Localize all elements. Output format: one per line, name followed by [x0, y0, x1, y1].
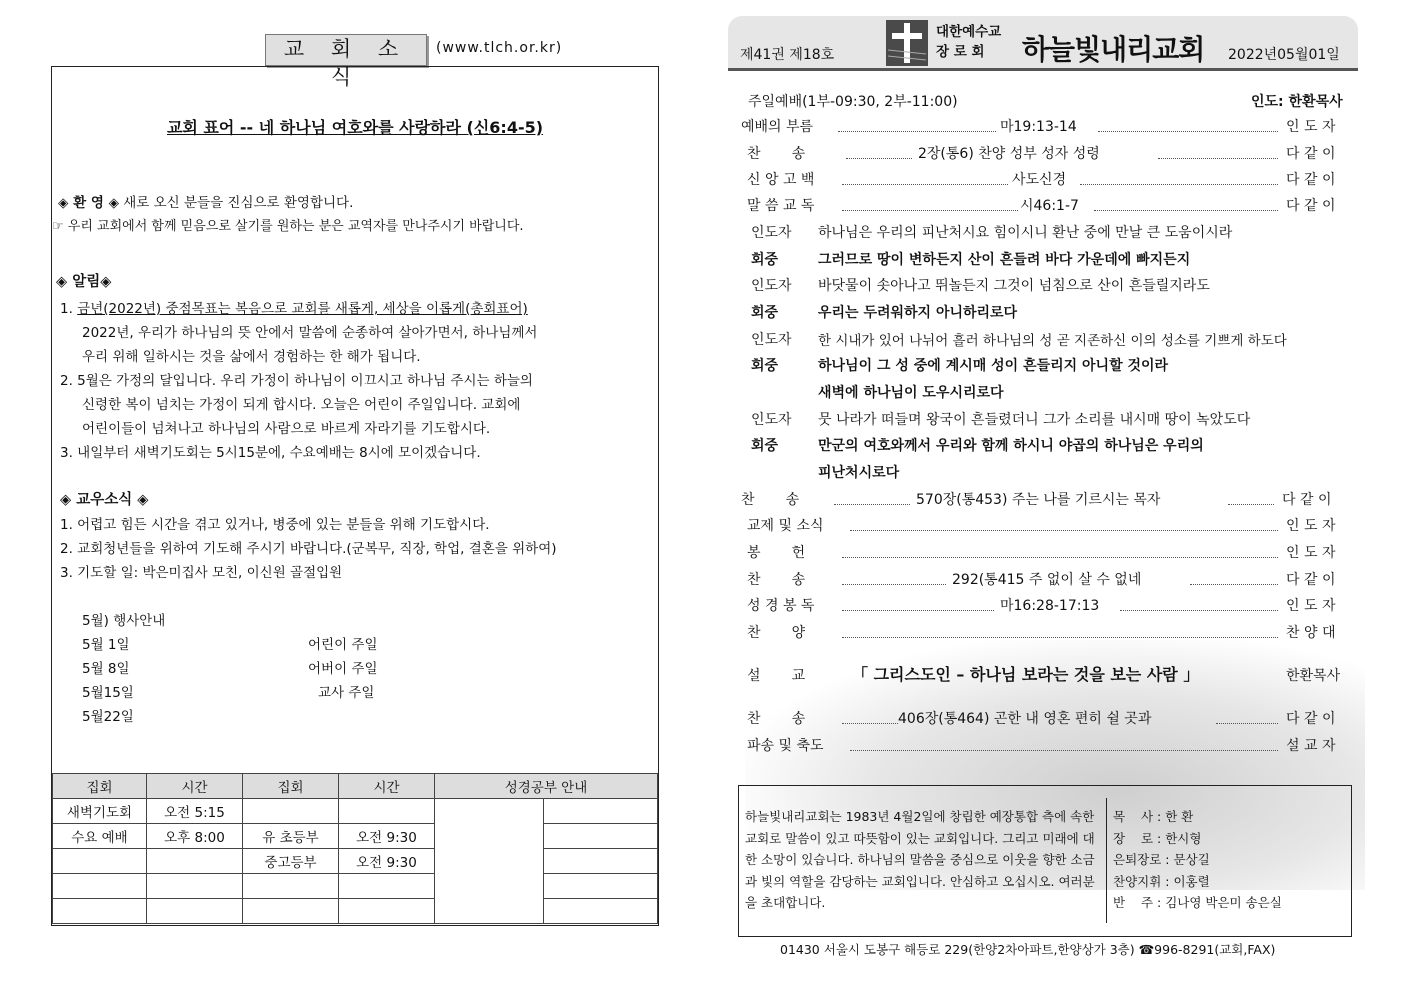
order-item: 설 교: [747, 668, 806, 684]
order-item: 찬 송: [747, 146, 806, 162]
leader-dots: [842, 557, 1278, 558]
order-item: 찬 송: [747, 711, 806, 727]
event-date: 5월 1일: [82, 637, 130, 653]
order-who: 한환목사: [1286, 668, 1341, 684]
leader-dots: [842, 184, 1008, 185]
order-item: 예배의 부름: [741, 119, 814, 135]
leader-dots: [842, 610, 994, 611]
table-cell: 중고등부: [243, 849, 339, 874]
event-date: 5월22일: [82, 709, 134, 725]
church-intro: 하늘빛내리교회는 1983년 4월2일에 창립한 예장통합 측에 속한 교회로 말씀이 있고 따뜻함이 있는 교회입니다. 그리고 미래에 대한 소망이 있습니다. 하나님의 말씀을 중심으로 이웃을 향한 소금과 빛의 역할을 감당하는 교회입니다. 안심하고 오십시오. 여러분을 초대합니다.: [745, 809, 1095, 910]
reading-text: 한 시내가 있어 나뉘어 흘러 하나님의 성 곧 지존하신 이의 성소를 기쁘게 하도다: [818, 333, 1287, 349]
event-name: 어버이 주일: [308, 661, 378, 677]
table-cell: [339, 799, 435, 824]
order-center: 406장(통464) 곤한 내 영혼 편히 쉴 곳과: [898, 711, 1152, 727]
order-item: 교제 및 소식: [747, 518, 824, 534]
order-who: 인 도 자: [1286, 119, 1336, 135]
church-address: 01430 서울시 도봉구 해등로 229(한양2차아파트,한양상가 3층) ☎996-8291(교회,FAX): [780, 942, 1276, 957]
table-header: 집회: [243, 774, 339, 799]
order-center: 마19:13-14: [1000, 119, 1077, 135]
reading-text: 우리는 두려워하지 아니하리로다: [818, 305, 1018, 321]
welcome-note: ☞ 우리 교회에서 함께 믿음으로 살기를 원하는 분은 교역자를 만나주시기 바랍니다.: [52, 219, 524, 234]
reading-role: 인도자: [751, 278, 792, 294]
notice-item: 신령한 복이 넘치는 가정이 되게 합시다. 오늘은 어린이 주일입니다. 교회에: [82, 397, 521, 413]
reading-text: 피난처시로다: [818, 465, 900, 481]
leader-dots: [1190, 584, 1278, 585]
order-who: 인 도 자: [1286, 518, 1336, 534]
pastoral-heading: ◈ 교우소식 ◈: [60, 492, 149, 508]
order-item: 신 앙 고 백: [747, 172, 815, 188]
reading-role: 회중: [751, 252, 779, 268]
table-row: [53, 824, 658, 849]
event-name: 교사 주일: [318, 685, 375, 701]
event-date: 5월 8일: [82, 661, 130, 677]
leader-dots: [842, 210, 1018, 211]
bulletin-date: 2022년05월01일: [1228, 47, 1340, 63]
notice-heading: ◈ 알림◈: [56, 274, 112, 290]
order-who: 다 같 이: [1286, 572, 1336, 588]
cross-logo-icon: [886, 20, 928, 66]
table-cell: [544, 824, 658, 849]
table-cell: [243, 899, 339, 924]
table-cell: [147, 849, 243, 874]
divider: [1106, 798, 1107, 923]
reading-role: 인도자: [751, 332, 792, 348]
notice-item: 1. 금년(2022년) 중점목표는 복음으로 교회를 새롭게, 세상을 이롭게(총회표어): [60, 301, 528, 317]
order-item: 파송 및 축도: [747, 738, 824, 754]
reading-role: 회중: [751, 305, 779, 321]
table-cell: [243, 874, 339, 899]
order-item: 찬 양: [747, 625, 806, 641]
table-cell: 수요 예배: [53, 824, 147, 849]
notice-item: 3. 내일부터 새벽기도회는 5시15분에, 수요예배는 8시에 모이겠습니다.: [60, 445, 481, 461]
leader-dots: [1228, 504, 1274, 505]
table-cell: [339, 874, 435, 899]
table-cell: [147, 874, 243, 899]
reading-text: 하나님이 그 성 중에 계시매 성이 흔들리지 아니할 것이라: [818, 358, 1169, 374]
church-name: 하늘빛내리교회: [1022, 33, 1205, 66]
table-header: 집회: [53, 774, 147, 799]
reading-role: 회중: [751, 358, 779, 374]
volume-number: 제41권 제18호: [740, 47, 835, 63]
order-center: 마16:28-17:13: [1000, 598, 1100, 614]
table-header-row: [53, 774, 658, 799]
table-cell: [339, 899, 435, 924]
order-item: 찬 송: [741, 492, 800, 508]
reading-role: 인도자: [751, 225, 792, 241]
denomination: 대한예수교 장 로 회: [936, 24, 1002, 60]
notice-item: 우리 위해 일하시는 것을 삶에서 경험하는 한 해가 됩니다.: [82, 349, 421, 365]
table-cell: [53, 899, 147, 924]
order-center: 292(통415 주 없이 살 수 없네: [952, 572, 1142, 588]
events-heading: 5월) 행사안내: [82, 613, 166, 629]
leader-dots: [850, 750, 1278, 751]
reading-text: 하나님은 우리의 피난처시요 힘이시니 환난 중에 만날 큰 도움이시라: [818, 225, 1233, 241]
table-row: [53, 899, 658, 924]
staff-item: 은퇴장로 : 문상길: [1113, 852, 1210, 867]
reading-text: 바닷물이 솟아나고 뛰놀든지 그것이 넘침으로 산이 흔들릴지라도: [818, 278, 1210, 294]
leader-dots: [842, 637, 1278, 638]
pastoral-item: 1. 어렵고 힘든 시간을 겪고 있거나, 병중에 있는 분들을 위해 기도합시다.: [60, 517, 490, 533]
service-time: 주일예배(1부-09:30, 2부-11:00): [748, 94, 958, 110]
table-cell: [147, 899, 243, 924]
table-cell: [243, 799, 339, 824]
reading-role: 인도자: [751, 412, 792, 428]
table-cell: [435, 799, 544, 924]
order-who: 인 도 자: [1286, 545, 1336, 561]
pastoral-item: 2. 교회청년들을 위하여 기도해 주시기 바랍니다.(군복무, 직장, 학업, 결혼을 위하여): [60, 541, 557, 557]
church-info-box: [738, 785, 1352, 937]
table-cell: 오전 9:30: [339, 849, 435, 874]
reading-text: 만군의 여호와께서 우리와 함께 하시니 야곱의 하나님은 우리의: [818, 438, 1204, 454]
section-title: 교 회 소 식: [265, 34, 427, 66]
reading-text: 뭇 나라가 떠들며 왕국이 흔들렸더니 그가 소리를 내시매 땅이 녹았도다: [818, 412, 1251, 428]
leader-dots: [842, 723, 898, 724]
table-cell: [544, 874, 658, 899]
table-row: [53, 799, 658, 824]
staff-item: 찬양지휘 : 이홍렬: [1113, 873, 1210, 889]
leader-dots: [842, 584, 946, 585]
table-cell: 유 초등부: [243, 824, 339, 849]
table-cell: [53, 874, 147, 899]
leader-dots: [1080, 184, 1278, 185]
order-who: 다 같 이: [1286, 172, 1336, 188]
order-center: 사도신경: [1012, 172, 1067, 188]
notice-item: 2022년, 우리가 하나님의 뜻 안에서 말씀에 순종하여 살아가면서, 하나님께서: [82, 325, 538, 341]
staff-item: 반 주 : 김나영 박은미 송은실: [1113, 895, 1282, 910]
notice-item: 어린이들이 넘쳐나고 하나님의 사람으로 바르게 자라기를 기도합시다.: [82, 421, 491, 437]
order-center: 2장(통6) 찬양 성부 성자 성령: [918, 146, 1100, 162]
reading-text: 새벽에 하나님이 도우시리로다: [818, 385, 1004, 401]
table-cell: 새벽기도회: [53, 799, 147, 824]
leader-dots: [838, 131, 996, 132]
order-who: 설 교 자: [1286, 738, 1336, 754]
order-who: 다 같 이: [1286, 711, 1336, 727]
order-who: 다 같 이: [1282, 492, 1332, 508]
order-who: 찬 양 대: [1286, 625, 1336, 641]
pastoral-item: 3. 기도할 일: 박은미집사 모친, 이신원 골절입원: [60, 565, 343, 581]
order-item: 성 경 봉 독: [747, 598, 815, 614]
reading-role: 회중: [751, 438, 779, 454]
order-center: 시46:1-7: [1020, 198, 1079, 214]
website-url[interactable]: (www.tlch.or.kr): [436, 40, 563, 56]
table-header: 시간: [339, 774, 435, 799]
notice-item: 2. 5월은 가정의 달입니다. 우리 가정이 하나님이 이끄시고 하나님 주시는 하늘의: [60, 373, 533, 389]
schedule-table: [52, 773, 658, 924]
staff-item: 목 사 : 한 환: [1113, 809, 1194, 824]
service-leader: 인도: 한환목사: [1251, 94, 1343, 110]
news-box: [51, 66, 659, 926]
order-who: 인 도 자: [1286, 598, 1336, 614]
welcome-line: ◈ 환 영 ◈ 새로 오신 분들을 진심으로 환영합니다.: [58, 195, 354, 211]
order-item: 찬 송: [747, 572, 806, 588]
church-motto: 교회 표어 -- 네 하나님 여호와를 사랑하라 (신6:4-5): [166, 118, 544, 137]
table-cell: 오전 9:30: [339, 824, 435, 849]
staff-item: 장 로 : 한시형: [1113, 830, 1202, 846]
table-cell: [544, 899, 658, 924]
table-row: [53, 874, 658, 899]
sermon-title: 「 그리스도인 – 하나님 보라는 것을 보는 사람 」: [852, 665, 1200, 684]
order-center: 570장(통453) 주는 나를 기르시는 목자: [916, 492, 1161, 508]
event-date: 5월15일: [82, 685, 134, 701]
leader-dots: [846, 158, 912, 159]
leader-dots: [1158, 158, 1278, 159]
table-row: [53, 849, 658, 874]
reading-text: 그러므로 땅이 변하든지 산이 흔들려 바다 가운데에 빠지든지: [818, 252, 1191, 268]
leader-dots: [834, 504, 910, 505]
leader-dots: [1120, 610, 1278, 611]
leader-dots: [1098, 131, 1278, 132]
leader-dots: [850, 530, 1278, 531]
leader-dots: [1094, 210, 1278, 211]
staff-list: [1113, 806, 1282, 914]
order-item: 말 씀 교 독: [747, 198, 815, 214]
table-header: 시간: [147, 774, 243, 799]
table-cell: 오전 5:15: [147, 799, 243, 824]
table-cell: [544, 849, 658, 874]
table-cell: [544, 799, 658, 824]
event-name: 어린이 주일: [308, 637, 378, 653]
table-cell: 오후 8:00: [147, 824, 243, 849]
order-item: 봉 헌: [747, 545, 806, 561]
order-who: 다 같 이: [1286, 146, 1336, 162]
table-cell: [53, 849, 147, 874]
leader-dots: [1216, 723, 1278, 724]
order-who: 다 같 이: [1286, 198, 1336, 214]
table-header: 성경공부 안내: [435, 774, 658, 799]
